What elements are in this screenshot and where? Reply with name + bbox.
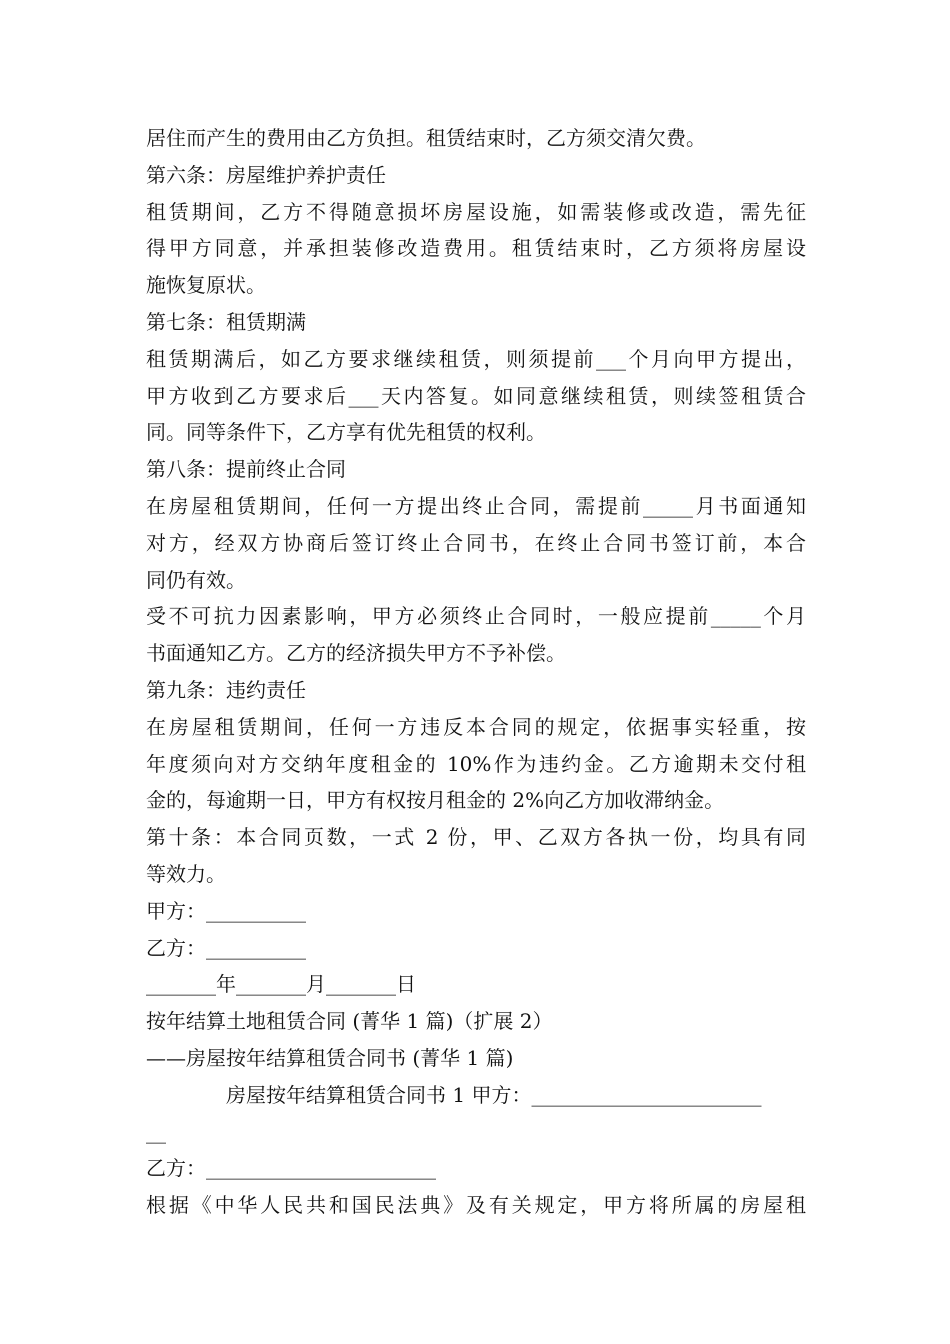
party-b-signature-line: 乙方：__________ [146, 935, 306, 960]
text-line: 受不可抗力因素影响，甲方必须终止合同时，一般应提前_____个月 [146, 604, 806, 629]
text-line: 甲方收到乙方要求后___天内答复。如同意继续租赁，则续签租赁合 [146, 383, 806, 408]
section-heading-article-7: 第七条：租赁期满 [146, 309, 306, 334]
text-line: 租赁期间，乙方不得随意损坏房屋设施，如需装修或改造，需先征 [146, 199, 806, 224]
text-line: 同仍有效。 [146, 567, 246, 592]
document-body [146, 120, 806, 1224]
text-line: 施恢复原状。 [146, 273, 266, 298]
text-line: 同。同等条件下，乙方享有优先租赁的权利。 [146, 420, 546, 445]
section-heading-article-9: 第九条：违约责任 [146, 677, 306, 702]
text-line: 在房屋租赁期间，任何一方提出终止合同，需提前_____月书面通知 [146, 493, 806, 518]
text-line: 对方，经双方协商后签订终止合同书，在终止合同书签订前，本合 [146, 530, 806, 555]
party-a-signature-line: 甲方：__________ [146, 898, 306, 923]
contract-title-party-a: 房屋按年结算租赁合同书 1 甲方：_______________________ [226, 1082, 762, 1107]
text-line: 在房屋租赁期间，任何一方违反本合同的规定，依据事实轻重，按 [146, 714, 806, 739]
text-line: 等效力。 [146, 861, 226, 886]
text-line: 租赁期满后，如乙方要求继续租赁，则须提前___个月向甲方提出， [146, 346, 806, 371]
section-heading-article-6: 第六条：房屋维护养护责任 [146, 162, 386, 187]
text-line: 金的，每逾期一日，甲方有权按月租金的 2%向乙方加收滞纳金。 [146, 788, 725, 813]
text-line: __ [146, 1119, 166, 1144]
party-b-line: 乙方：_______________________ [146, 1156, 436, 1181]
extension-title: 按年结算土地租赁合同 (菁华 1 篇)（扩展 2） [146, 1009, 553, 1034]
section-heading-article-10: 第十条：本合同页数，一式 2 份，甲、乙双方各执一份，均具有同 [146, 825, 806, 850]
section-heading-article-8: 第八条：提前终止合同 [146, 457, 346, 482]
text-line: 得甲方同意，并承担装修改造费用。租赁结束时，乙方须将房屋设 [146, 236, 806, 261]
text-line: 年度须向对方交纳年度租金的 10%作为违约金。乙方逾期未交付租 [146, 751, 806, 776]
extension-subtitle: ——房屋按年结算租赁合同书 (菁华 1 篇) [146, 1045, 514, 1070]
text-line: 居住而产生的费用由乙方负担。租赁结束时，乙方须交清欠费。 [146, 126, 706, 150]
date-line: _______年_______月_______日 [146, 972, 416, 997]
text-line: 根据《中华人民共和国民法典》及有关规定，甲方将所属的房屋租 [146, 1193, 806, 1218]
text-line: 书面通知乙方。乙方的经济损失甲方不予补偿。 [146, 641, 566, 666]
